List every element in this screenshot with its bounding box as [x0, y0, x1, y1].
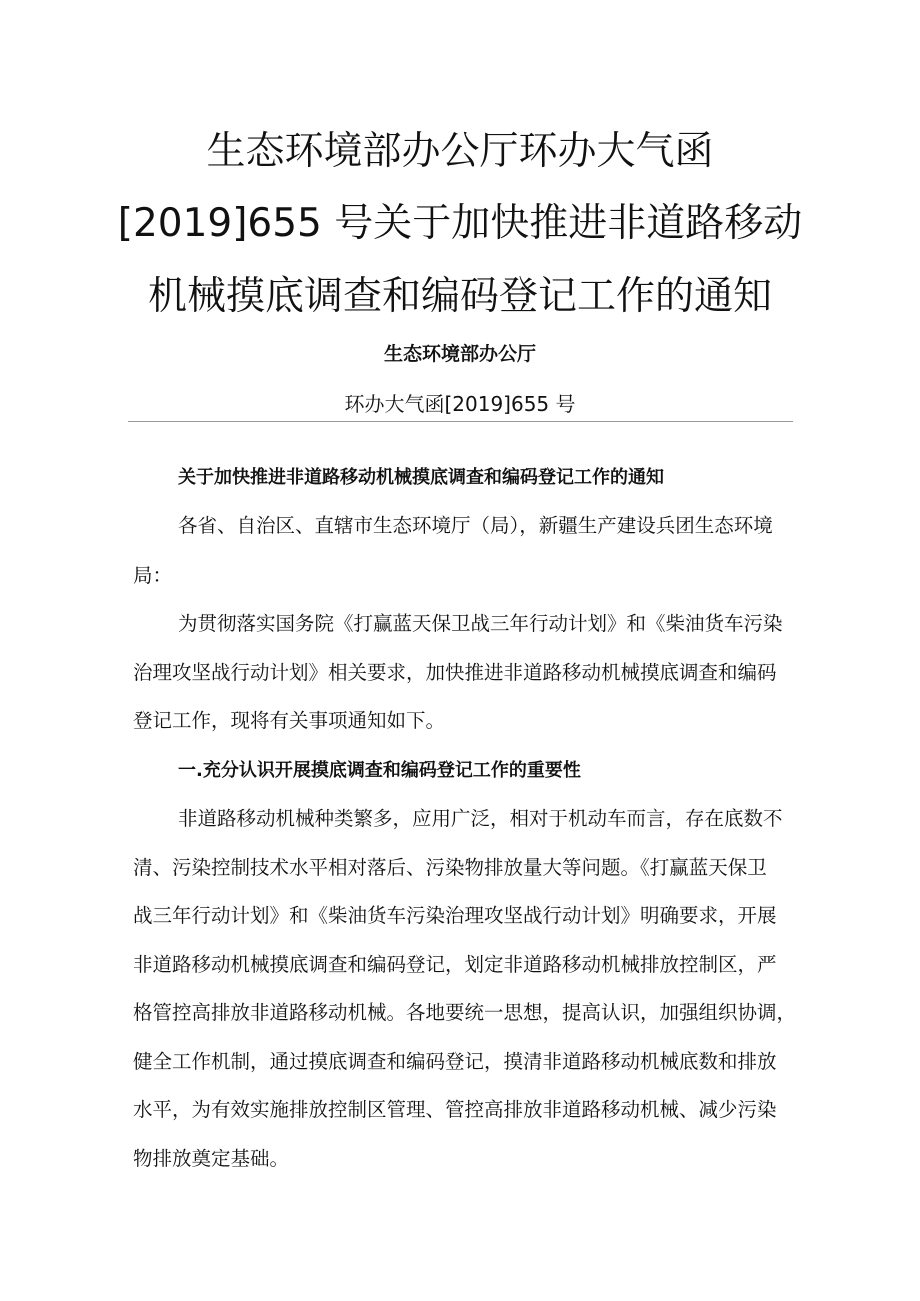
addressee-line: 各省、自治区、直辖市生态环境厅（局），新疆生产建设兵团生态环境	[178, 514, 773, 537]
section-1-line: 格管控高排放非道路移动机械。各地要统一思想，提高认识，加强组织协调，	[133, 1001, 797, 1024]
title-line-3: 机械摸底调查和编码登记工作的通知	[147, 274, 772, 319]
addressee-line: 局：	[133, 564, 173, 587]
document-number: 环办大气函[2019]655 号	[344, 392, 576, 416]
divider	[128, 421, 793, 422]
section-1-line: 非道路移动机械种类繁多，应用广泛，相对于机动车而言，存在底数不	[178, 807, 783, 830]
section-1-heading: 一.充分认识开展摸底调查和编码登记工作的重要性	[178, 760, 581, 781]
intro-line: 治理攻坚战行动计划》相关要求，加快推进非道路移动机械摸底调查和编码	[133, 661, 777, 684]
intro-line: 登记工作，现将有关事项通知如下。	[133, 709, 446, 732]
section-1-line: 清、污染控制技术水平相对落后、污染物排放量大等问题。《打赢蓝天保卫	[133, 856, 767, 879]
section-1-line: 物排放奠定基础。	[133, 1147, 290, 1170]
section-1-line: 战三年行动计划》和《柴油货车污染治理攻坚战行动计划》明确要求，开展	[133, 904, 777, 927]
title-line-1: 生态环境部办公厅环办大气函	[206, 129, 714, 174]
section-1-line: 水平，为有效实施排放控制区管理、管控高排放非道路移动机械、减少污染	[133, 1098, 777, 1121]
title-line-2: [2019]655 号关于加快推进非道路移动	[117, 201, 803, 246]
notice-heading: 关于加快推进非道路移动机械摸底调查和编码登记工作的通知	[178, 467, 664, 488]
section-1-line: 健全工作机制，通过摸底调查和编码登记，摸清非道路移动机械底数和排放	[133, 1050, 777, 1073]
issuer: 生态环境部办公厅	[383, 343, 536, 365]
section-1-line: 非道路移动机械摸底调查和编码登记，划定非道路移动机械排放控制区，严	[133, 953, 777, 976]
intro-line: 为贯彻落实国务院《打赢蓝天保卫战三年行动计划》和《柴油货车污染	[178, 612, 783, 635]
